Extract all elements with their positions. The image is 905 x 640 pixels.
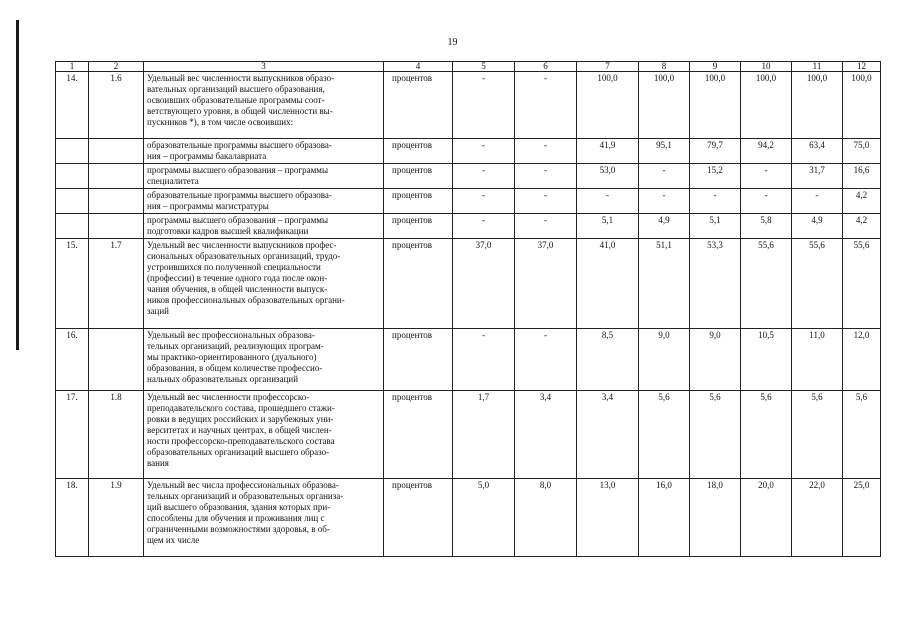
unit-cell: процентов <box>384 214 453 239</box>
table-row <box>56 72 881 139</box>
unit-cell: процентов <box>384 139 453 164</box>
row-number-cell <box>56 164 89 189</box>
value-cell: 8,5 <box>577 329 639 391</box>
value-cell: 100,0 <box>639 72 690 139</box>
value-cell: 55,6 <box>843 239 881 329</box>
unit-cell: процентов <box>384 164 453 189</box>
unit-cell: процентов <box>384 239 453 329</box>
unit-cell: процентов <box>384 391 453 479</box>
value-cell: 5,0 <box>453 479 515 557</box>
value-cell: - <box>453 72 515 139</box>
row-number-cell: 17. <box>56 391 89 479</box>
value-cell: 75,0 <box>843 139 881 164</box>
header-cell: 3 <box>144 62 384 72</box>
row-number-cell <box>56 189 89 214</box>
value-cell: - <box>453 214 515 239</box>
value-cell: 1,7 <box>453 391 515 479</box>
value-cell: 4,2 <box>843 189 881 214</box>
value-cell: - <box>515 72 577 139</box>
unit-cell: процентов <box>384 329 453 391</box>
value-cell: - <box>741 164 792 189</box>
value-cell: 4,9 <box>639 214 690 239</box>
header-cell: 6 <box>515 62 577 72</box>
value-cell: 94,2 <box>741 139 792 164</box>
unit-cell: процентов <box>384 479 453 557</box>
header-cell: 8 <box>639 62 690 72</box>
indicator-description-cell: образовательные программы высшего образова- ния – программы магистратуры <box>144 189 384 214</box>
value-cell: 5,6 <box>741 391 792 479</box>
value-cell: - <box>515 139 577 164</box>
header-cell: 4 <box>384 62 453 72</box>
header-cell: 12 <box>843 62 881 72</box>
table-row <box>56 329 881 391</box>
value-cell: - <box>453 329 515 391</box>
indicator-description-cell: Удельный вес профессиональных образова- тельных организаций, реализующих програм- мы практико-ориентированного (дуального) образования, в общем количестве профессио- нальных образовательных организаций <box>144 329 384 391</box>
table-row <box>56 164 881 189</box>
value-cell: 100,0 <box>577 72 639 139</box>
row-number-cell: 15. <box>56 239 89 329</box>
unit-cell: процентов <box>384 72 453 139</box>
value-cell: - <box>453 189 515 214</box>
row-number-cell <box>56 214 89 239</box>
value-cell: 16,6 <box>843 164 881 189</box>
value-cell: 13,0 <box>577 479 639 557</box>
indicator-description-cell: Удельный вес численности выпускников профес- сиональных образовательных организаций, трудо- устроившихся по полученной специальности (профессии) в течение одного года после окон- чания обучения, в общей численности выпуск- ников профессиональных образовательных органи- заций <box>144 239 384 329</box>
value-cell: 5,6 <box>639 391 690 479</box>
value-cell: 31,7 <box>792 164 843 189</box>
row-number-cell: 16. <box>56 329 89 391</box>
item-code-cell: 1.7 <box>89 239 144 329</box>
item-code-cell <box>89 164 144 189</box>
value-cell: - <box>515 164 577 189</box>
value-cell: 5,6 <box>792 391 843 479</box>
row-number-cell: 18. <box>56 479 89 557</box>
value-cell: - <box>639 164 690 189</box>
value-cell: 22,0 <box>792 479 843 557</box>
row-number-cell: 14. <box>56 72 89 139</box>
value-cell: - <box>577 189 639 214</box>
value-cell: 15,2 <box>690 164 741 189</box>
header-cell: 2 <box>89 62 144 72</box>
header-cell: 11 <box>792 62 843 72</box>
indicator-description-cell: программы высшего образования – программы подготовки кадров высшей квалификации <box>144 214 384 239</box>
value-cell: 9,0 <box>639 329 690 391</box>
header-cell: 1 <box>56 62 89 72</box>
value-cell: - <box>741 189 792 214</box>
header-cell: 7 <box>577 62 639 72</box>
value-cell: - <box>515 329 577 391</box>
unit-cell: процентов <box>384 189 453 214</box>
value-cell: 37,0 <box>453 239 515 329</box>
indicators-table <box>55 61 881 557</box>
header-cell: 10 <box>741 62 792 72</box>
value-cell: 100,0 <box>741 72 792 139</box>
value-cell: 25,0 <box>843 479 881 557</box>
value-cell: 100,0 <box>792 72 843 139</box>
value-cell: 55,6 <box>741 239 792 329</box>
value-cell: 5,1 <box>577 214 639 239</box>
value-cell: - <box>690 189 741 214</box>
value-cell: 5,8 <box>741 214 792 239</box>
value-cell: 41,9 <box>577 139 639 164</box>
value-cell: 100,0 <box>843 72 881 139</box>
table-row <box>56 189 881 214</box>
value-cell: 100,0 <box>690 72 741 139</box>
value-cell: 55,6 <box>792 239 843 329</box>
value-cell: - <box>792 189 843 214</box>
item-code-cell <box>89 214 144 239</box>
item-code-cell: 1.9 <box>89 479 144 557</box>
item-code-cell: 1.6 <box>89 72 144 139</box>
indicator-description-cell: образовательные программы высшего образова- ния – программы бакалавриата <box>144 139 384 164</box>
value-cell: 5,6 <box>690 391 741 479</box>
value-cell: 4,2 <box>843 214 881 239</box>
table-row <box>56 214 881 239</box>
value-cell: 12,0 <box>843 329 881 391</box>
item-code-cell <box>89 329 144 391</box>
value-cell: 20,0 <box>741 479 792 557</box>
indicator-description-cell: Удельный вес числа профессиональных образова- тельных организаций и образовательных организа- ций высшего образования, здания которых при- способлены для обучения и проживания лиц с ограниченными возможностями здоровья, в об- щем их числе <box>144 479 384 557</box>
value-cell: 63,4 <box>792 139 843 164</box>
value-cell: - <box>453 139 515 164</box>
item-code-cell <box>89 139 144 164</box>
value-cell: 37,0 <box>515 239 577 329</box>
value-cell: 4,9 <box>792 214 843 239</box>
value-cell: 5,1 <box>690 214 741 239</box>
value-cell: 18,0 <box>690 479 741 557</box>
value-cell: 53,3 <box>690 239 741 329</box>
row-number-cell <box>56 139 89 164</box>
value-cell: 5,6 <box>843 391 881 479</box>
value-cell: 8,0 <box>515 479 577 557</box>
header-cell: 9 <box>690 62 741 72</box>
value-cell: - <box>639 189 690 214</box>
value-cell: 9,0 <box>690 329 741 391</box>
value-cell: 53,0 <box>577 164 639 189</box>
value-cell: 3,4 <box>515 391 577 479</box>
margin-rule <box>16 20 19 350</box>
value-cell: 79,7 <box>690 139 741 164</box>
item-code-cell: 1.8 <box>89 391 144 479</box>
value-cell: 10,5 <box>741 329 792 391</box>
page-number: 19 <box>447 37 458 48</box>
value-cell: 41,0 <box>577 239 639 329</box>
header-cell: 5 <box>453 62 515 72</box>
table-row <box>56 139 881 164</box>
header-row <box>56 62 881 72</box>
value-cell: 3,4 <box>577 391 639 479</box>
value-cell: 11,0 <box>792 329 843 391</box>
value-cell: 51,1 <box>639 239 690 329</box>
indicator-description-cell: программы высшего образования – программы специалитета <box>144 164 384 189</box>
value-cell: - <box>515 189 577 214</box>
value-cell: - <box>453 164 515 189</box>
item-code-cell <box>89 189 144 214</box>
table-row <box>56 391 881 479</box>
value-cell: - <box>515 214 577 239</box>
table-row <box>56 239 881 329</box>
value-cell: 95,1 <box>639 139 690 164</box>
value-cell: 16,0 <box>639 479 690 557</box>
indicator-description-cell: Удельный вес численности выпускников образо- вательных организаций высшего образования, освоивших образовательные программы соот- ветствующего уровня, в общей численности вы- пускников *), в том числе освоивших: <box>144 72 384 139</box>
indicator-description-cell: Удельный вес численности профессорско- преподавательского состава, прошедшего стажи- ровки в ведущих российских и зарубежных уни- верситетах и научных центрах, в общей числен- ности профессорско-преподавательского состава образовательных организаций высшего образо- вания <box>144 391 384 479</box>
table-row <box>56 479 881 557</box>
